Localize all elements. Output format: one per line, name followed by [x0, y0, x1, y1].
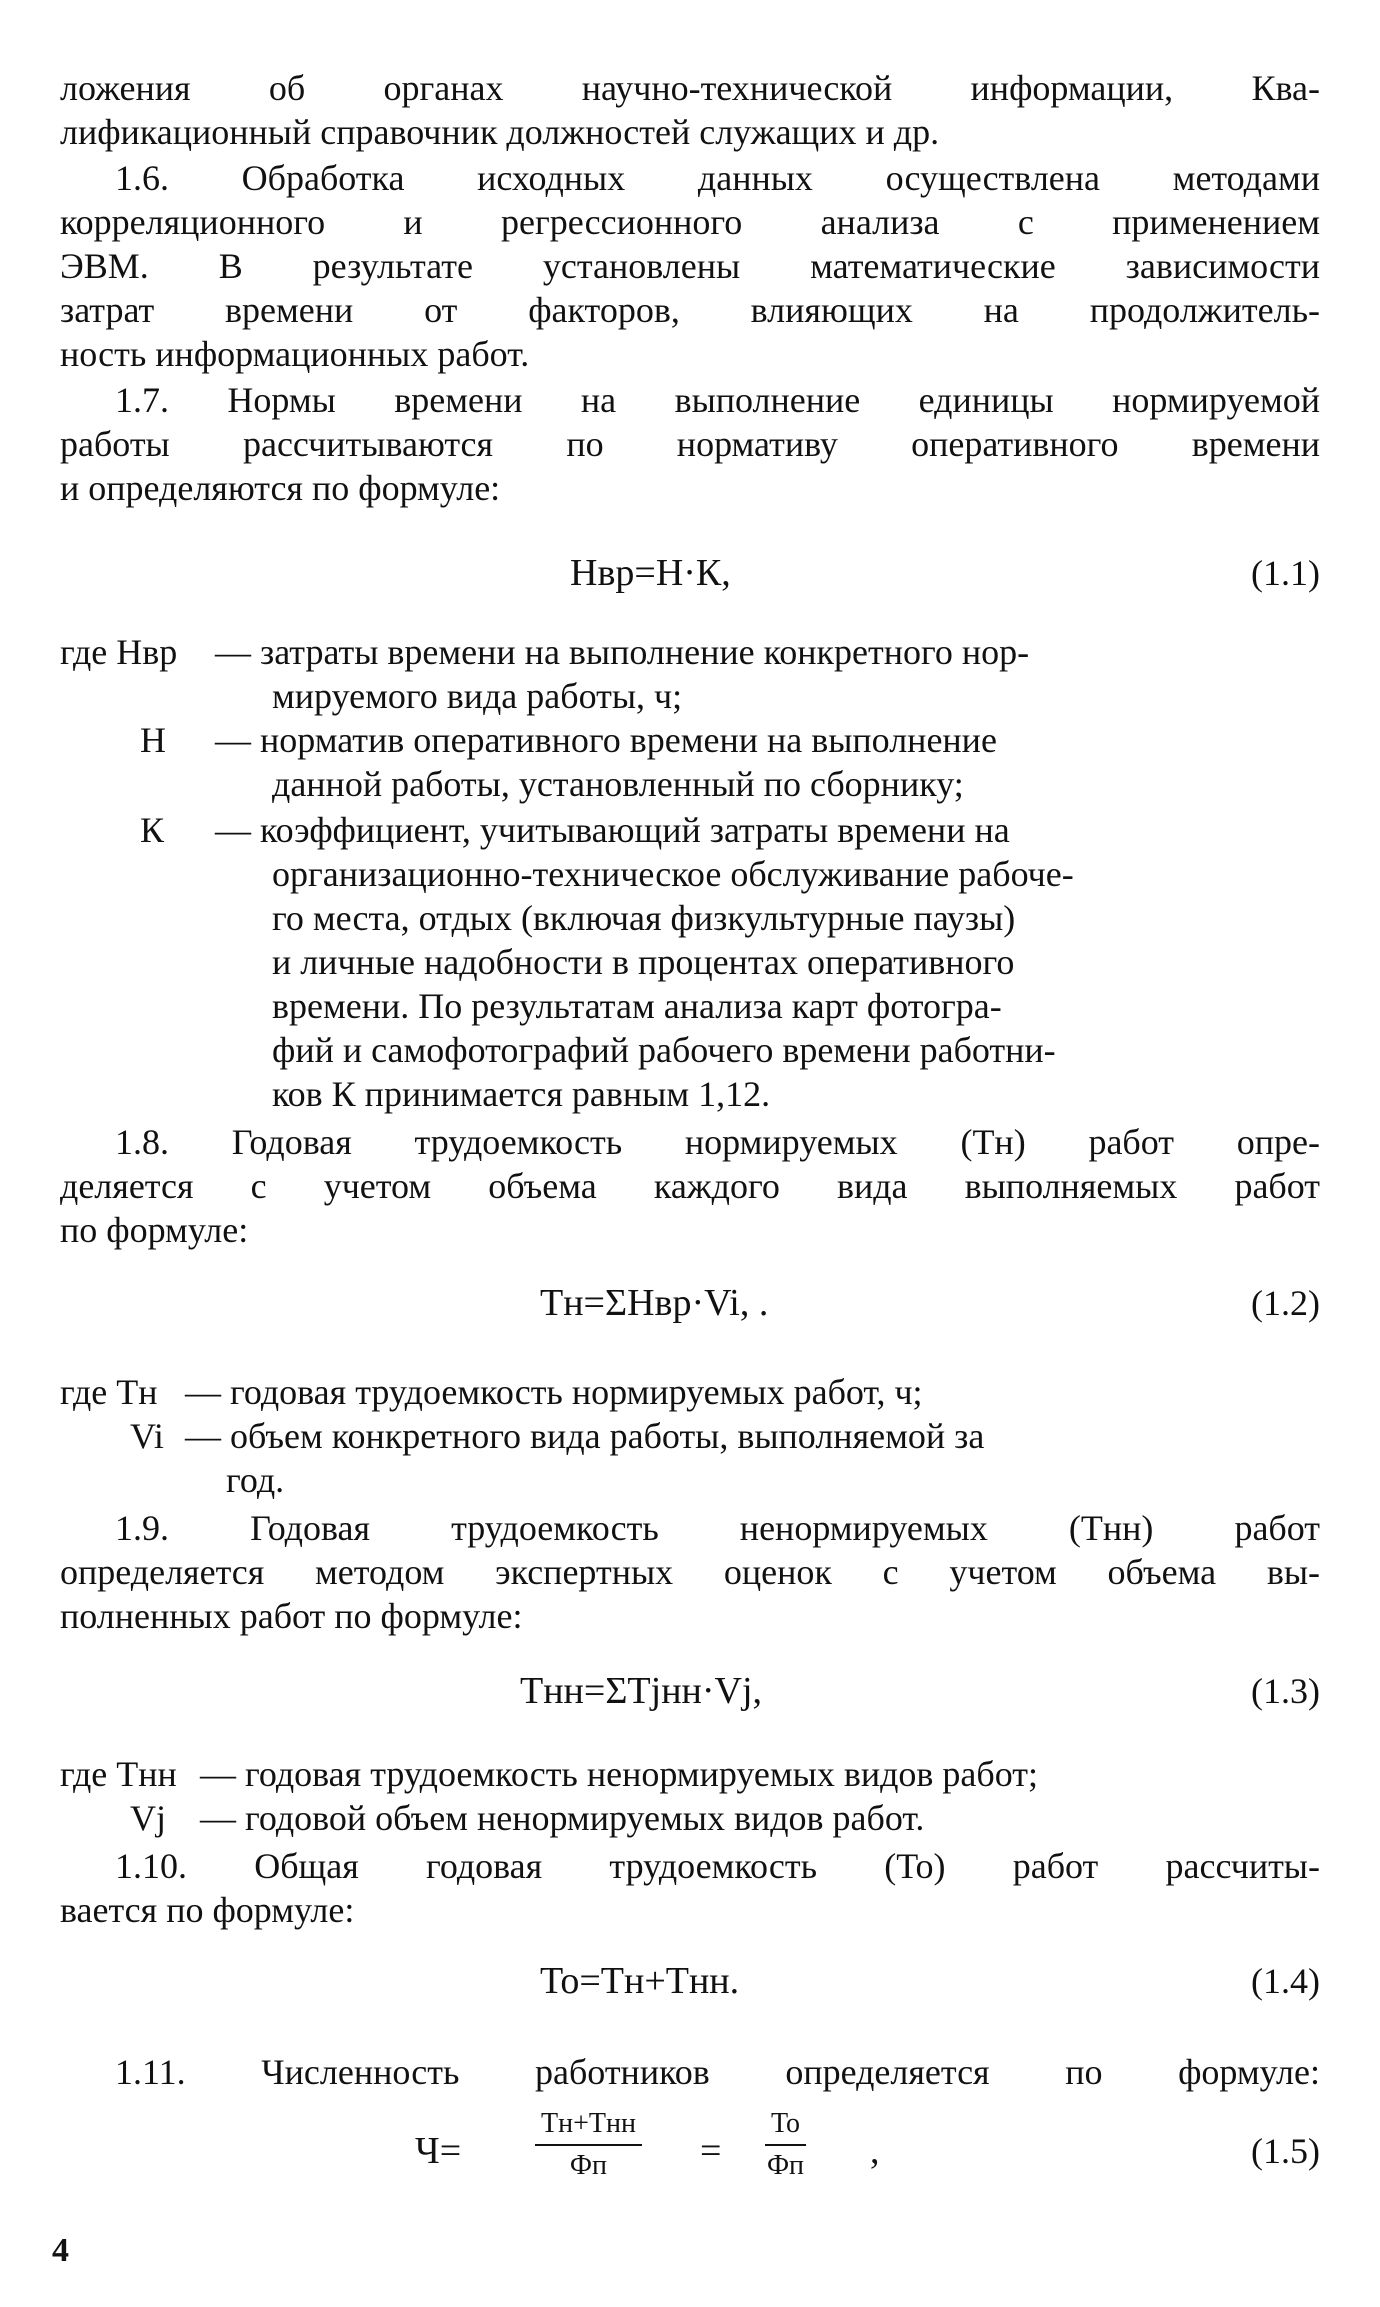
formula-equals: = — [700, 2130, 722, 2172]
text-line: 1.9. Годовая трудоемкость ненормируемых (Тнн) работ — [115, 1508, 1320, 1548]
text-line: 1.11. Численность работников определяется по формуле: — [115, 2052, 1320, 2092]
text-line: 1.7. Нормы времени на выполнение единицы нормируемой — [115, 380, 1320, 420]
page-number: 4 — [52, 2232, 69, 2269]
definition-text: — коэффициент, учитывающий затраты времени на — [215, 810, 1010, 850]
text-line: лификационный справочник должностей служащих и др. — [60, 112, 940, 152]
definition-lead: где Тн — [60, 1372, 158, 1412]
definition-text: го места, отдых (включая физкультурные паузы) — [272, 898, 1016, 938]
definition-text: фий и самофотографий рабочего времени работни- — [272, 1030, 1056, 1070]
text-line: 1.10. Общая годовая трудоемкость (То) работ рассчиты- — [115, 1846, 1320, 1886]
formula-1-1: Нвр=Н·К, — [570, 552, 731, 594]
formula-1-2: Тн=ΣНвр·Vi, . — [540, 1282, 769, 1324]
text-line: вается по формуле: — [60, 1890, 355, 1930]
text-line: ложения об органах научно-технической информации, Ква- — [60, 68, 1320, 108]
definition-text: — норматив оперативного времени на выполнение — [215, 720, 997, 760]
definition-text: — годовой объем ненормируемых видов работ. — [200, 1798, 925, 1838]
definition-text: — затраты времени на выполнение конкретного нор- — [215, 632, 1030, 672]
text-line: работы рассчитываются по нормативу оперативного времени — [60, 424, 1320, 464]
fraction — [765, 2108, 806, 2182]
text-line: 1.8. Годовая трудоемкость нормируемых (Тн) работ опре- — [115, 1122, 1320, 1162]
text-line: 1.6. Обработка исходных данных осуществлена методами — [115, 158, 1320, 198]
text-line: корреляционного и регрессионного анализа с применением — [60, 202, 1320, 242]
fraction-numerator: Тн+Тнн — [535, 2108, 642, 2146]
definition-text: времени. По результатам анализа карт фотогра- — [272, 986, 1002, 1026]
equation-number: (1.1) — [1251, 553, 1320, 593]
formula-lhs: Ч= — [415, 2130, 462, 2172]
text-line: полненных работ по формуле: — [60, 1596, 523, 1636]
definition-symbol: К — [140, 810, 165, 850]
fraction-denominator: Фп — [569, 2150, 608, 2181]
definition-text: ков К принимается равным 1,12. — [272, 1074, 771, 1114]
equation-number: (1.3) — [1251, 1671, 1320, 1711]
definition-lead: где Тнн — [60, 1754, 177, 1794]
text-line: затрат времени от факторов, влияющих на продолжитель- — [60, 290, 1320, 330]
equation-number: (1.4) — [1251, 1961, 1320, 2001]
formula-1-4: То=Тн+Тнн. — [540, 1960, 740, 2002]
definition-text: — годовая трудоемкость нормируемых работ, ч; — [185, 1372, 923, 1412]
equation-number: (1.5) — [1251, 2131, 1320, 2171]
definition-text: данной работы, установленный по сборнику; — [272, 764, 964, 804]
text-line: ЭВМ. В результате установлены математические зависимости — [60, 246, 1320, 286]
definition-text: — объем конкретного вида работы, выполняемой за — [185, 1416, 985, 1456]
text-line: и определяются по формуле: — [60, 468, 501, 508]
definition-lead: где Нвр — [60, 632, 178, 672]
definition-symbol: Н — [140, 720, 166, 760]
formula-tail: , — [870, 2130, 880, 2172]
equation-number: (1.2) — [1251, 1283, 1320, 1323]
formula-1-3: Тнн=ΣТjнн·Vj, — [520, 1670, 763, 1712]
definition-text: мируемого вида работы, ч; — [272, 676, 683, 716]
text-line: деляется с учетом объема каждого вида выполняемых работ — [60, 1166, 1320, 1206]
fraction — [535, 2108, 642, 2182]
definition-text: организационно-техническое обслуживание рабоче- — [272, 854, 1074, 894]
definition-text: — годовая трудоемкость ненормируемых видов работ; — [200, 1754, 1038, 1794]
definition-text: и личные надобности в процентах оперативного — [272, 942, 1015, 982]
text-line: определяется методом экспертных оценок с учетом объема вы- — [60, 1552, 1320, 1592]
definition-symbol: Vj — [130, 1798, 166, 1838]
definition-text: год. — [226, 1460, 285, 1500]
text-line: ность информационных работ. — [60, 334, 530, 374]
fraction-numerator: То — [765, 2108, 806, 2146]
definition-symbol: Vi — [130, 1416, 164, 1456]
text-line: по формуле: — [60, 1210, 249, 1250]
fraction-denominator: Фп — [766, 2150, 805, 2181]
